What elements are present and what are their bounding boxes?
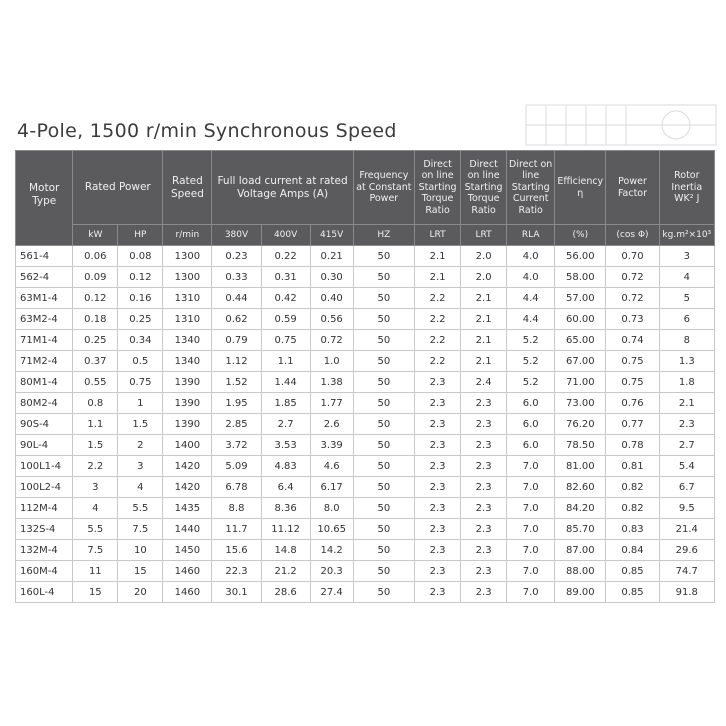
motor-type-cell: 100L1-4 bbox=[16, 456, 73, 477]
table-cell: 67.00 bbox=[555, 351, 606, 372]
header-dol-current: Direct on line Starting Current Ratio bbox=[507, 151, 555, 225]
table-cell: 20 bbox=[118, 582, 163, 603]
table-cell: 1 bbox=[118, 393, 163, 414]
table-cell: 4.83 bbox=[261, 456, 310, 477]
table-cell: 2.3 bbox=[415, 498, 461, 519]
table-cell: 50 bbox=[353, 330, 414, 351]
table-cell: 2.1 bbox=[461, 351, 507, 372]
table-cell: 0.72 bbox=[606, 267, 659, 288]
table-cell: 4 bbox=[659, 267, 714, 288]
table-cell: 50 bbox=[353, 309, 414, 330]
table-cell: 0.31 bbox=[261, 267, 310, 288]
unit-cell: (cos Φ) bbox=[606, 225, 659, 246]
table-cell: 6.17 bbox=[310, 477, 353, 498]
table-cell: 15 bbox=[73, 582, 118, 603]
header-dol-torque-2: Direct on line Starting Torque Ratio bbox=[461, 151, 507, 225]
table-cell: 50 bbox=[353, 246, 414, 267]
motor-type-cell: 90L-4 bbox=[16, 435, 73, 456]
table-cell: 8 bbox=[659, 330, 714, 351]
table-cell: 50 bbox=[353, 267, 414, 288]
table-cell: 76.20 bbox=[555, 414, 606, 435]
unit-cell: kg.m²×10³ bbox=[659, 225, 714, 246]
table-cell: 1.77 bbox=[310, 393, 353, 414]
background-drawing bbox=[506, 95, 726, 155]
table-cell: 8.0 bbox=[310, 498, 353, 519]
table-cell: 2.2 bbox=[415, 288, 461, 309]
table-cell: 2.7 bbox=[261, 414, 310, 435]
table-cell: 2.3 bbox=[415, 540, 461, 561]
motor-type-cell: 132M-4 bbox=[16, 540, 73, 561]
table-cell: 1.8 bbox=[659, 372, 714, 393]
table-cell: 57.00 bbox=[555, 288, 606, 309]
table-cell: 1390 bbox=[163, 372, 212, 393]
table-cell: 2.3 bbox=[415, 435, 461, 456]
table-cell: 11.12 bbox=[261, 519, 310, 540]
unit-cell: HZ bbox=[353, 225, 414, 246]
table-cell: 3.53 bbox=[261, 435, 310, 456]
table-cell: 0.8 bbox=[73, 393, 118, 414]
table-cell: 6.0 bbox=[507, 414, 555, 435]
table-cell: 0.16 bbox=[118, 288, 163, 309]
table-cell: 50 bbox=[353, 498, 414, 519]
table-cell: 5.5 bbox=[118, 498, 163, 519]
table-cell: 0.79 bbox=[212, 330, 261, 351]
unit-cell: RLA bbox=[507, 225, 555, 246]
table-cell: 2.0 bbox=[461, 267, 507, 288]
units-row bbox=[16, 225, 715, 246]
table-cell: 0.72 bbox=[310, 330, 353, 351]
table-row bbox=[16, 498, 715, 519]
header-rotor-inertia: Rotor Inertia WK² J bbox=[659, 151, 714, 225]
table-cell: 50 bbox=[353, 561, 414, 582]
table-cell: 1400 bbox=[163, 435, 212, 456]
table-cell: 0.33 bbox=[212, 267, 261, 288]
table-cell: 0.12 bbox=[118, 267, 163, 288]
table-cell: 2.3 bbox=[415, 561, 461, 582]
table-cell: 2.3 bbox=[415, 456, 461, 477]
motor-spec-table bbox=[15, 150, 715, 603]
table-cell: 2.1 bbox=[461, 288, 507, 309]
table-cell: 73.00 bbox=[555, 393, 606, 414]
table-cell: 0.85 bbox=[606, 561, 659, 582]
table-cell: 84.20 bbox=[555, 498, 606, 519]
header-rated-speed: Rated Speed bbox=[163, 151, 212, 225]
table-cell: 2.3 bbox=[415, 519, 461, 540]
table-cell: 10.65 bbox=[310, 519, 353, 540]
table-cell: 50 bbox=[353, 477, 414, 498]
table-cell: 1300 bbox=[163, 246, 212, 267]
motor-type-cell: 80M1-4 bbox=[16, 372, 73, 393]
table-cell: 0.21 bbox=[310, 246, 353, 267]
table-row bbox=[16, 561, 715, 582]
table-cell: 2 bbox=[118, 435, 163, 456]
table-cell: 21.4 bbox=[659, 519, 714, 540]
table-cell: 0.81 bbox=[606, 456, 659, 477]
table-cell: 1310 bbox=[163, 288, 212, 309]
table-cell: 7.0 bbox=[507, 477, 555, 498]
table-cell: 22.3 bbox=[212, 561, 261, 582]
table-row bbox=[16, 435, 715, 456]
table-cell: 0.09 bbox=[73, 267, 118, 288]
motor-type-cell: 63M1-4 bbox=[16, 288, 73, 309]
table-cell: 0.75 bbox=[606, 372, 659, 393]
header-frequency: Frequency at Constant Power bbox=[353, 151, 414, 225]
table-cell: 20.3 bbox=[310, 561, 353, 582]
unit-cell: (%) bbox=[555, 225, 606, 246]
table-cell: 7.0 bbox=[507, 519, 555, 540]
table-cell: 2.6 bbox=[310, 414, 353, 435]
table-cell: 5.2 bbox=[507, 330, 555, 351]
table-cell: 7.0 bbox=[507, 456, 555, 477]
table-cell: 50 bbox=[353, 288, 414, 309]
unit-cell: kW bbox=[73, 225, 118, 246]
table-cell: 0.22 bbox=[261, 246, 310, 267]
table-cell: 0.85 bbox=[606, 582, 659, 603]
table-cell: 5.2 bbox=[507, 372, 555, 393]
table-cell: 2.3 bbox=[461, 561, 507, 582]
table-cell: 0.83 bbox=[606, 519, 659, 540]
table-cell: 1.52 bbox=[212, 372, 261, 393]
table-cell: 89.00 bbox=[555, 582, 606, 603]
table-row bbox=[16, 372, 715, 393]
table-cell: 1.1 bbox=[261, 351, 310, 372]
table-cell: 58.00 bbox=[555, 267, 606, 288]
unit-cell: r/min bbox=[163, 225, 212, 246]
table-cell: 7.0 bbox=[507, 582, 555, 603]
table-cell: 3 bbox=[659, 246, 714, 267]
table-cell: 2.2 bbox=[415, 351, 461, 372]
table-cell: 0.06 bbox=[73, 246, 118, 267]
unit-cell: LRT bbox=[415, 225, 461, 246]
table-row bbox=[16, 309, 715, 330]
table-cell: 4.6 bbox=[310, 456, 353, 477]
table-cell: 74.7 bbox=[659, 561, 714, 582]
motor-type-cell: 80M2-4 bbox=[16, 393, 73, 414]
table-cell: 3.72 bbox=[212, 435, 261, 456]
table-cell: 4.0 bbox=[507, 267, 555, 288]
table-cell: 2.2 bbox=[73, 456, 118, 477]
table-cell: 0.42 bbox=[261, 288, 310, 309]
table-cell: 2.1 bbox=[415, 267, 461, 288]
table-cell: 9.5 bbox=[659, 498, 714, 519]
motor-type-cell: 90S-4 bbox=[16, 414, 73, 435]
table-cell: 71.00 bbox=[555, 372, 606, 393]
table-cell: 0.30 bbox=[310, 267, 353, 288]
table-cell: 30.1 bbox=[212, 582, 261, 603]
table-cell: 1300 bbox=[163, 267, 212, 288]
table-cell: 0.08 bbox=[118, 246, 163, 267]
table-row bbox=[16, 267, 715, 288]
unit-cell: 415V bbox=[310, 225, 353, 246]
table-cell: 65.00 bbox=[555, 330, 606, 351]
table-cell: 3 bbox=[118, 456, 163, 477]
table-cell: 0.56 bbox=[310, 309, 353, 330]
motor-type-cell: 112M-4 bbox=[16, 498, 73, 519]
table-cell: 1.5 bbox=[73, 435, 118, 456]
table-cell: 1460 bbox=[163, 582, 212, 603]
table-row bbox=[16, 414, 715, 435]
table-cell: 91.8 bbox=[659, 582, 714, 603]
unit-cell: LRT bbox=[461, 225, 507, 246]
table-cell: 0.44 bbox=[212, 288, 261, 309]
table-cell: 15.6 bbox=[212, 540, 261, 561]
table-cell: 2.3 bbox=[461, 540, 507, 561]
table-cell: 2.85 bbox=[212, 414, 261, 435]
table-cell: 4.4 bbox=[507, 288, 555, 309]
table-cell: 2.4 bbox=[461, 372, 507, 393]
motor-type-cell: 71M2-4 bbox=[16, 351, 73, 372]
table-cell: 4 bbox=[73, 498, 118, 519]
table-cell: 1310 bbox=[163, 309, 212, 330]
table-cell: 7.5 bbox=[118, 519, 163, 540]
table-cell: 50 bbox=[353, 582, 414, 603]
table-cell: 2.3 bbox=[461, 477, 507, 498]
table-cell: 1390 bbox=[163, 414, 212, 435]
table-cell: 2.7 bbox=[659, 435, 714, 456]
table-cell: 56.00 bbox=[555, 246, 606, 267]
table-cell: 87.00 bbox=[555, 540, 606, 561]
table-cell: 2.3 bbox=[461, 435, 507, 456]
table-cell: 1440 bbox=[163, 519, 212, 540]
table-cell: 50 bbox=[353, 540, 414, 561]
motor-type-cell: 71M1-4 bbox=[16, 330, 73, 351]
table-cell: 81.00 bbox=[555, 456, 606, 477]
table-cell: 7.5 bbox=[73, 540, 118, 561]
table-cell: 29.6 bbox=[659, 540, 714, 561]
table-cell: 3.39 bbox=[310, 435, 353, 456]
table-cell: 4 bbox=[118, 477, 163, 498]
table-cell: 5.4 bbox=[659, 456, 714, 477]
table-cell: 8.8 bbox=[212, 498, 261, 519]
motor-type-cell: 562-4 bbox=[16, 267, 73, 288]
table-cell: 50 bbox=[353, 414, 414, 435]
table-cell: 2.0 bbox=[461, 246, 507, 267]
table-cell: 2.3 bbox=[461, 582, 507, 603]
table-cell: 15 bbox=[118, 561, 163, 582]
table-cell: 1340 bbox=[163, 330, 212, 351]
table-cell: 50 bbox=[353, 393, 414, 414]
table-cell: 14.8 bbox=[261, 540, 310, 561]
table-cell: 0.77 bbox=[606, 414, 659, 435]
table-cell: 2.3 bbox=[461, 498, 507, 519]
table-cell: 4.4 bbox=[507, 309, 555, 330]
table-cell: 2.1 bbox=[659, 393, 714, 414]
table-cell: 0.75 bbox=[118, 372, 163, 393]
table-cell: 2.3 bbox=[461, 414, 507, 435]
table-cell: 6.0 bbox=[507, 393, 555, 414]
motor-type-cell: 132S-4 bbox=[16, 519, 73, 540]
table-cell: 0.72 bbox=[606, 288, 659, 309]
table-cell: 5 bbox=[659, 288, 714, 309]
table-row bbox=[16, 456, 715, 477]
header-dol-torque: Direct on line Starting Torque Ratio bbox=[415, 151, 461, 225]
table-cell: 6 bbox=[659, 309, 714, 330]
table-cell: 14.2 bbox=[310, 540, 353, 561]
table-row bbox=[16, 393, 715, 414]
table-cell: 2.3 bbox=[461, 393, 507, 414]
table-row bbox=[16, 246, 715, 267]
table-row bbox=[16, 351, 715, 372]
table-cell: 1420 bbox=[163, 456, 212, 477]
table-cell: 78.50 bbox=[555, 435, 606, 456]
table-row bbox=[16, 330, 715, 351]
table-cell: 1435 bbox=[163, 498, 212, 519]
table-cell: 2.3 bbox=[461, 456, 507, 477]
table-cell: 3 bbox=[73, 477, 118, 498]
table-cell: 0.25 bbox=[118, 309, 163, 330]
table-cell: 85.70 bbox=[555, 519, 606, 540]
table-cell: 6.7 bbox=[659, 477, 714, 498]
motor-type-cell: 100L2-4 bbox=[16, 477, 73, 498]
table-cell: 0.40 bbox=[310, 288, 353, 309]
table-cell: 0.25 bbox=[73, 330, 118, 351]
table-cell: 2.3 bbox=[415, 477, 461, 498]
table-cell: 1.1 bbox=[73, 414, 118, 435]
unit-cell: HP bbox=[118, 225, 163, 246]
table-row bbox=[16, 519, 715, 540]
table-cell: 0.74 bbox=[606, 330, 659, 351]
motor-type-cell: 160L-4 bbox=[16, 582, 73, 603]
table-cell: 1460 bbox=[163, 561, 212, 582]
table-cell: 50 bbox=[353, 351, 414, 372]
table-cell: 11.7 bbox=[212, 519, 261, 540]
unit-cell: 400V bbox=[261, 225, 310, 246]
table-cell: 0.34 bbox=[118, 330, 163, 351]
table-cell: 0.82 bbox=[606, 498, 659, 519]
table-cell: 82.60 bbox=[555, 477, 606, 498]
table-cell: 2.3 bbox=[415, 393, 461, 414]
table-cell: 1.44 bbox=[261, 372, 310, 393]
table-cell: 0.62 bbox=[212, 309, 261, 330]
table-cell: 2.1 bbox=[461, 330, 507, 351]
table-cell: 6.4 bbox=[261, 477, 310, 498]
table-cell: 5.09 bbox=[212, 456, 261, 477]
header-rated-power: Rated Power bbox=[73, 151, 163, 225]
table-cell: 2.2 bbox=[415, 330, 461, 351]
table-cell: 0.78 bbox=[606, 435, 659, 456]
table-cell: 5.2 bbox=[507, 351, 555, 372]
table-cell: 1.85 bbox=[261, 393, 310, 414]
table-cell: 1.0 bbox=[310, 351, 353, 372]
table-cell: 1390 bbox=[163, 393, 212, 414]
table-cell: 0.23 bbox=[212, 246, 261, 267]
table-cell: 88.00 bbox=[555, 561, 606, 582]
table-cell: 50 bbox=[353, 435, 414, 456]
motor-type-cell: 160M-4 bbox=[16, 561, 73, 582]
table-cell: 0.84 bbox=[606, 540, 659, 561]
table-cell: 1.38 bbox=[310, 372, 353, 393]
table-row bbox=[16, 477, 715, 498]
table-cell: 2.3 bbox=[415, 582, 461, 603]
unit-cell: 380V bbox=[212, 225, 261, 246]
header-power-factor: Power Factor bbox=[606, 151, 659, 225]
table-cell: 50 bbox=[353, 372, 414, 393]
table-cell: 0.55 bbox=[73, 372, 118, 393]
table-row bbox=[16, 582, 715, 603]
table-cell: 8.36 bbox=[261, 498, 310, 519]
header-full-load-current: Full load current at rated Voltage Amps (A) bbox=[212, 151, 353, 225]
table-cell: 60.00 bbox=[555, 309, 606, 330]
table-cell: 0.37 bbox=[73, 351, 118, 372]
motor-type-cell: 63M2-4 bbox=[16, 309, 73, 330]
table-cell: 5.5 bbox=[73, 519, 118, 540]
table-cell: 0.12 bbox=[73, 288, 118, 309]
table-cell: 10 bbox=[118, 540, 163, 561]
table-cell: 7.0 bbox=[507, 540, 555, 561]
table-cell: 0.82 bbox=[606, 477, 659, 498]
table-cell: 0.76 bbox=[606, 393, 659, 414]
table-cell: 2.2 bbox=[415, 309, 461, 330]
table-cell: 50 bbox=[353, 456, 414, 477]
header-efficiency: Efficiency η bbox=[555, 151, 606, 225]
table-body bbox=[16, 246, 715, 603]
table-cell: 50 bbox=[353, 519, 414, 540]
table-cell: 4.0 bbox=[507, 246, 555, 267]
table-cell: 1.5 bbox=[118, 414, 163, 435]
table-cell: 28.6 bbox=[261, 582, 310, 603]
table-cell: 0.75 bbox=[261, 330, 310, 351]
table-cell: 2.3 bbox=[415, 414, 461, 435]
table-cell: 1.12 bbox=[212, 351, 261, 372]
table-cell: 2.3 bbox=[461, 519, 507, 540]
table-cell: 1340 bbox=[163, 351, 212, 372]
table-cell: 2.3 bbox=[415, 372, 461, 393]
motor-type-cell: 561-4 bbox=[16, 246, 73, 267]
table-cell: 2.3 bbox=[659, 414, 714, 435]
table-cell: 1450 bbox=[163, 540, 212, 561]
table-cell: 1.3 bbox=[659, 351, 714, 372]
table-cell: 1420 bbox=[163, 477, 212, 498]
table-cell: 1.95 bbox=[212, 393, 261, 414]
table-cell: 0.75 bbox=[606, 351, 659, 372]
table-cell: 0.73 bbox=[606, 309, 659, 330]
table-row bbox=[16, 288, 715, 309]
table-cell: 6.0 bbox=[507, 435, 555, 456]
header-motor-type: Motor Type bbox=[16, 151, 73, 246]
table-cell: 11 bbox=[73, 561, 118, 582]
table-cell: 7.0 bbox=[507, 561, 555, 582]
table-cell: 2.1 bbox=[415, 246, 461, 267]
page-title: 4-Pole, 1500 r/min Synchronous Speed bbox=[17, 120, 397, 142]
table-cell: 0.18 bbox=[73, 309, 118, 330]
table-cell: 21.2 bbox=[261, 561, 310, 582]
table-cell: 6.78 bbox=[212, 477, 261, 498]
table-cell: 2.1 bbox=[461, 309, 507, 330]
table-cell: 0.5 bbox=[118, 351, 163, 372]
table-cell: 27.4 bbox=[310, 582, 353, 603]
table-cell: 7.0 bbox=[507, 498, 555, 519]
table-row bbox=[16, 540, 715, 561]
table-cell: 0.70 bbox=[606, 246, 659, 267]
table-cell: 0.59 bbox=[261, 309, 310, 330]
